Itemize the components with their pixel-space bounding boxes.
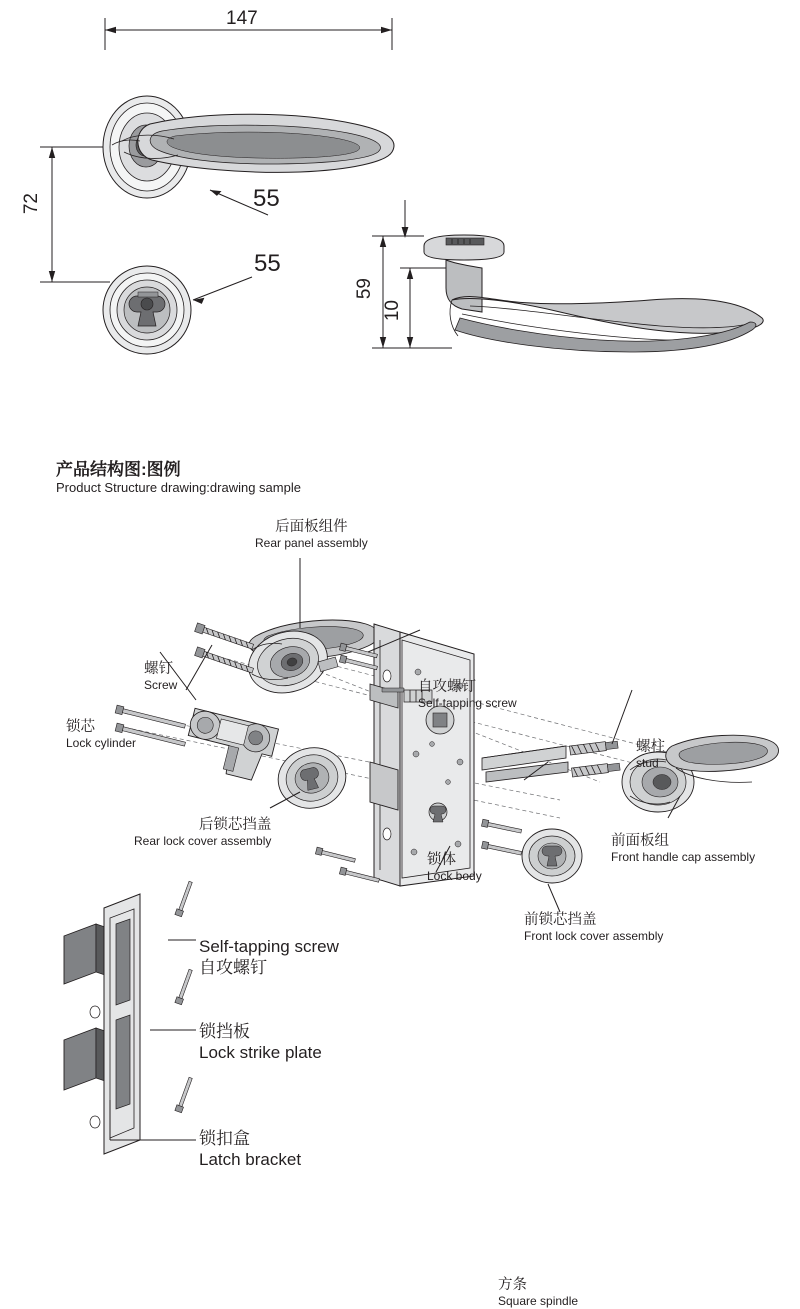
callout-screw-en: Screw [144, 678, 178, 693]
front-cover-screws [481, 819, 522, 856]
callout-screw [144, 660, 177, 693]
callout-rear-panel-en: Rear panel assembly [255, 536, 368, 551]
callout-rear-lock-cover [134, 816, 271, 849]
callout-rear-lock-cover-en: Rear lock cover assembly [134, 834, 272, 849]
callout-lock-cylinder [66, 718, 136, 751]
callout-self-tapping-screw [418, 678, 517, 711]
lever-handle-side-view [402, 200, 764, 352]
callout-lock-strike-plate-en: Lock strike plate [199, 1043, 322, 1063]
strike-plate-group [64, 881, 194, 1154]
callout-screw-cn: 螺钉 [144, 661, 173, 677]
callout-self-tapping-screw-2 [199, 936, 339, 979]
callout-lock-cylinder-cn: 锁芯 [66, 719, 95, 735]
section-title-cn: 产品结构图:图例 [56, 460, 181, 479]
callout-square-spindle [498, 1276, 578, 1309]
callout-latch-bracket-en: Latch bracket [199, 1150, 302, 1170]
callout-self-tapping-screw-en: Self-tapping screw [418, 696, 517, 711]
square-spindle-part [482, 746, 568, 782]
callout-rear-panel-cn: 后面板组件 [275, 519, 348, 535]
callout-front-lock-cover-cn: 前锁芯挡盖 [524, 912, 597, 928]
dim-label-59: 59 [354, 278, 375, 300]
cylinder-rose-view [103, 266, 191, 354]
callout-lock-strike-plate [199, 1021, 322, 1064]
callout-self-tapping-screw-2-en: Self-tapping screw [199, 937, 339, 956]
callout-front-handle-cap [611, 832, 755, 865]
callout-self-tapping-screw-cn: 自攻螺钉 [418, 679, 476, 695]
callout-lock-body [427, 851, 482, 884]
leader-55-lower [193, 277, 252, 304]
front-lock-cover-part [522, 829, 582, 883]
callout-square-spindle-en: Square spindle [498, 1294, 579, 1309]
callout-latch-bracket-cn: 锁扣盒 [199, 1129, 250, 1148]
rear-panel-assembly-part [241, 620, 378, 702]
callout-front-lock-cover [524, 911, 663, 944]
callout-front-lock-cover-en: Front lock cover assembly [524, 929, 664, 944]
callout-rear-panel-assembly [255, 518, 368, 551]
lock-body-part [370, 624, 474, 886]
dim-label-72: 72 [21, 193, 42, 215]
callout-front-handle-cap-en: Front handle cap assembly [611, 850, 756, 865]
callout-stud [636, 738, 665, 771]
callout-self-tapping-screw-2-cn: 自攻螺钉 [199, 958, 267, 978]
callout-rear-lock-cover-cn: 后锁芯挡盖 [198, 817, 272, 833]
orthographic-views [0, 0, 800, 400]
dim-label-55-upper: 55 [253, 185, 280, 212]
callout-lock-body-en: Lock body [427, 869, 482, 884]
stud-parts [570, 740, 621, 777]
dimension-10 [400, 268, 452, 348]
callout-lock-body-cn: 锁体 [427, 852, 456, 868]
callout-lock-cylinder-en: Lock cylinder [66, 736, 137, 751]
callout-stud-cn: 螺柱 [636, 739, 665, 755]
callout-square-spindle-cn: 方条 [498, 1277, 527, 1293]
lever-handle-top-view [103, 96, 394, 198]
screw-parts-upper [195, 623, 255, 675]
callout-stud-en: stud [636, 756, 659, 771]
section-title-en: Product Structure drawing:drawing sample [56, 480, 301, 495]
callout-front-handle-cap-cn: 前面板组 [611, 833, 669, 849]
dim-label-55-lower: 55 [254, 250, 281, 277]
dim-label-147: 147 [226, 8, 258, 29]
rear-lock-cover-part [272, 741, 352, 816]
dim-label-10: 10 [382, 300, 403, 322]
lock-cylinder-part [115, 705, 278, 783]
callout-lock-strike-plate-cn: 锁挡板 [199, 1022, 250, 1041]
callout-latch-bracket [199, 1128, 301, 1171]
